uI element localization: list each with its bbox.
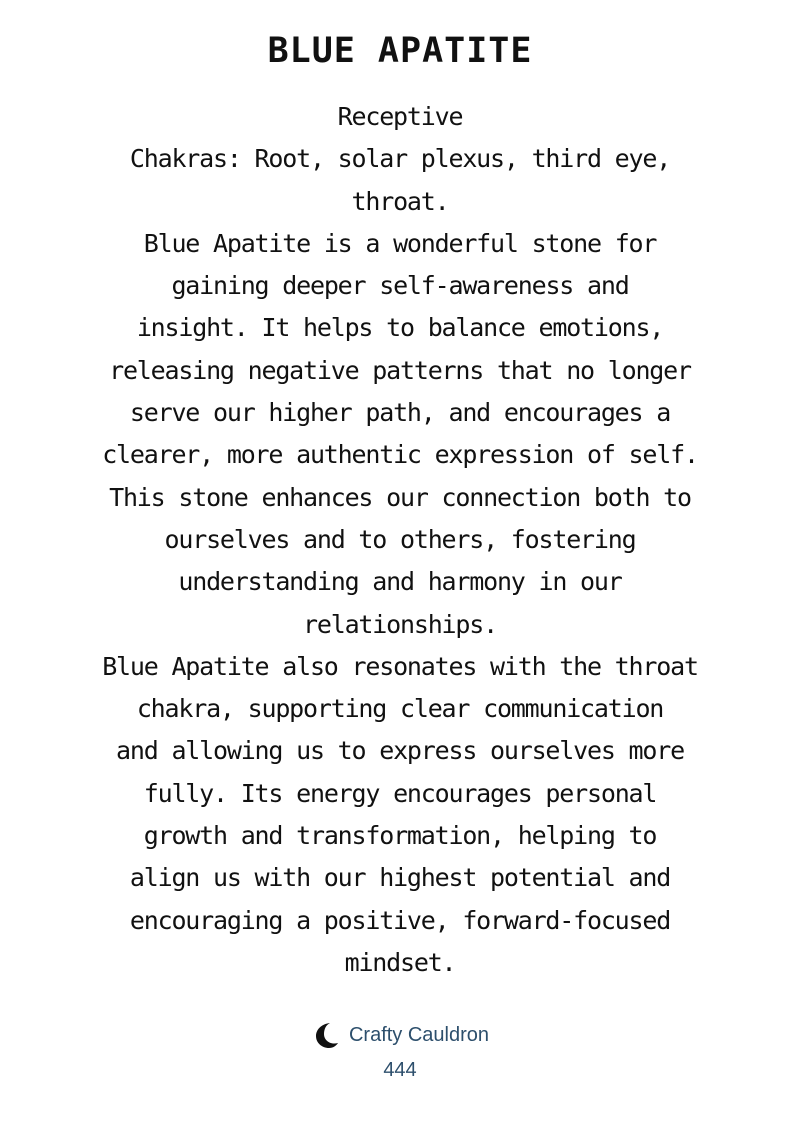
body-line: mindset. [344, 947, 456, 977]
body-line: Blue Apatite is a wonderful stone for [143, 228, 657, 258]
body-line: ourselves and to others, fostering [164, 524, 636, 554]
body-line: releasing negative patterns that no longer [109, 355, 691, 385]
body-line: gaining deeper self-awareness and [171, 271, 629, 301]
body-line: understanding and harmony in our [178, 567, 622, 597]
footer-brand [311, 1018, 489, 1052]
body-line: Blue Apatite also resonates with the throat [102, 651, 698, 681]
body-line: clearer, more authentic expression of self. [102, 440, 698, 470]
body-line: throat. [351, 186, 449, 216]
footer [0, 1018, 800, 1087]
body-line: Receptive [337, 102, 463, 131]
body-line: insight. It helps to balance emotions, [136, 313, 664, 343]
body-text [40, 96, 760, 984]
page-title: BLUE APATITE [267, 31, 533, 71]
body-line: and allowing us to express ourselves more [116, 736, 684, 766]
body-line: fully. Its energy encourages personal [143, 778, 657, 808]
body-line: growth and transformation, helping to [143, 821, 657, 851]
brand-name: Crafty Cauldron [348, 1024, 490, 1046]
body-line: Chakras: Root, solar plexus, third eye, [129, 144, 671, 174]
body-line: This stone enhances our connection both to [109, 482, 691, 512]
body-line: chakra, supporting clear communication [136, 694, 664, 724]
page-number: 444 [383, 1059, 417, 1081]
body-line: serve our higher path, and encourages a [129, 398, 671, 428]
body-line: relationships. [303, 609, 497, 639]
moon-icon [311, 1020, 341, 1050]
body-line: encouraging a positive, forward-focused [129, 905, 671, 935]
body-line: align us with our highest potential and [129, 863, 671, 893]
